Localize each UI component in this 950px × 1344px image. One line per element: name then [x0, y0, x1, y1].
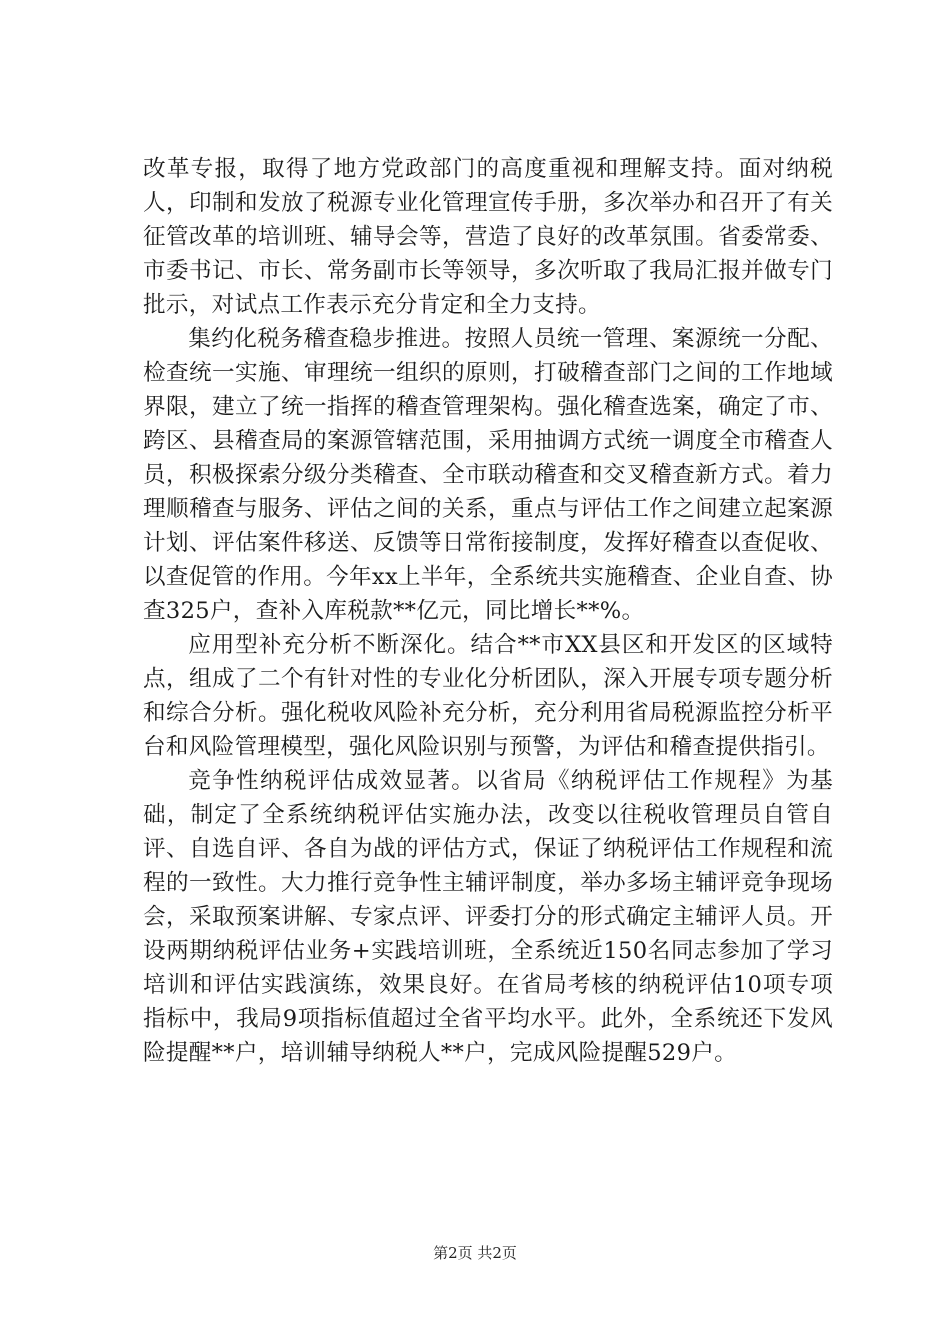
page-footer: 第2页 共2页: [433, 1244, 517, 1262]
document-body: [143, 152, 833, 1070]
paragraph-2: 集约化税务稽查稳步推进。按照人员统一管理、案源统一分配、检查统一实施、审理统一组织的原则，打破稽查部门之间的工作地域界限，建立了统一指挥的稽查管理架构。强化稽查选案，确定了市、跨区、县稽查局的案源管辖范围，采用抽调方式统一调度全市稽查人员，积极探索分级分类稽查、全市联动稽查和交叉稽查新方式。着力理顺稽查与服务、评估之间的关系，重点与评估工作之间建立起案源计划、评估案件移送、反馈等日常衔接制度，发挥好稽查以查促收、以查促管的作用。今年xx上半年，全系统共实施稽查、企业自查、协查325户，查补入库税款**亿元，同比增长**%。: [143, 326, 834, 624]
paragraph-4: 竞争性纳税评估成效显著。以省局《纳税评估工作规程》为基础，制定了全系统纳税评估实施办法，改变以往税收管理员自管自评、自选自评、各自为战的评估方式，保证了纳税评估工作规程和流程的一致性。大力推行竞争性主辅评制度，举办多场主辅评竞争现场会，采取预案讲解、专家点评、评委打分的形式确定主辅评人员。开设两期纳税评估业务+实践培训班，全系统近150名同志参加了学习培训和评估实践演练，效果良好。在省局考核的纳税评估10项专项指标中，我局9项指标值超过全省平均水平。此外，全系统还下发风险提醒**户，培训辅导纳税人**户，完成风险提醒529户。: [143, 768, 833, 1066]
paragraph-3: 应用型补充分析不断深化。结合**市XX县区和开发区的区域特点，组成了二个有针对性的专业化分析团队，深入开展专项专题分析和综合分析。强化税收风险补充分析，充分利用省局税源监控分析平台和风险管理模型，强化风险识别与预警，为评估和稽查提供指引。: [143, 632, 833, 760]
paragraph-1: 改革专报，取得了地方党政部门的高度重视和理解支持。面对纳税人，印制和发放了税源专业化管理宣传手册，多次举办和召开了有关征管改革的培训班、辅导会等，营造了良好的改革氛围。省委常委、市委书记、市长、常务副市长等领导，多次听取了我局汇报并做专门批示，对试点工作表示充分肯定和全力支持。: [143, 156, 833, 318]
